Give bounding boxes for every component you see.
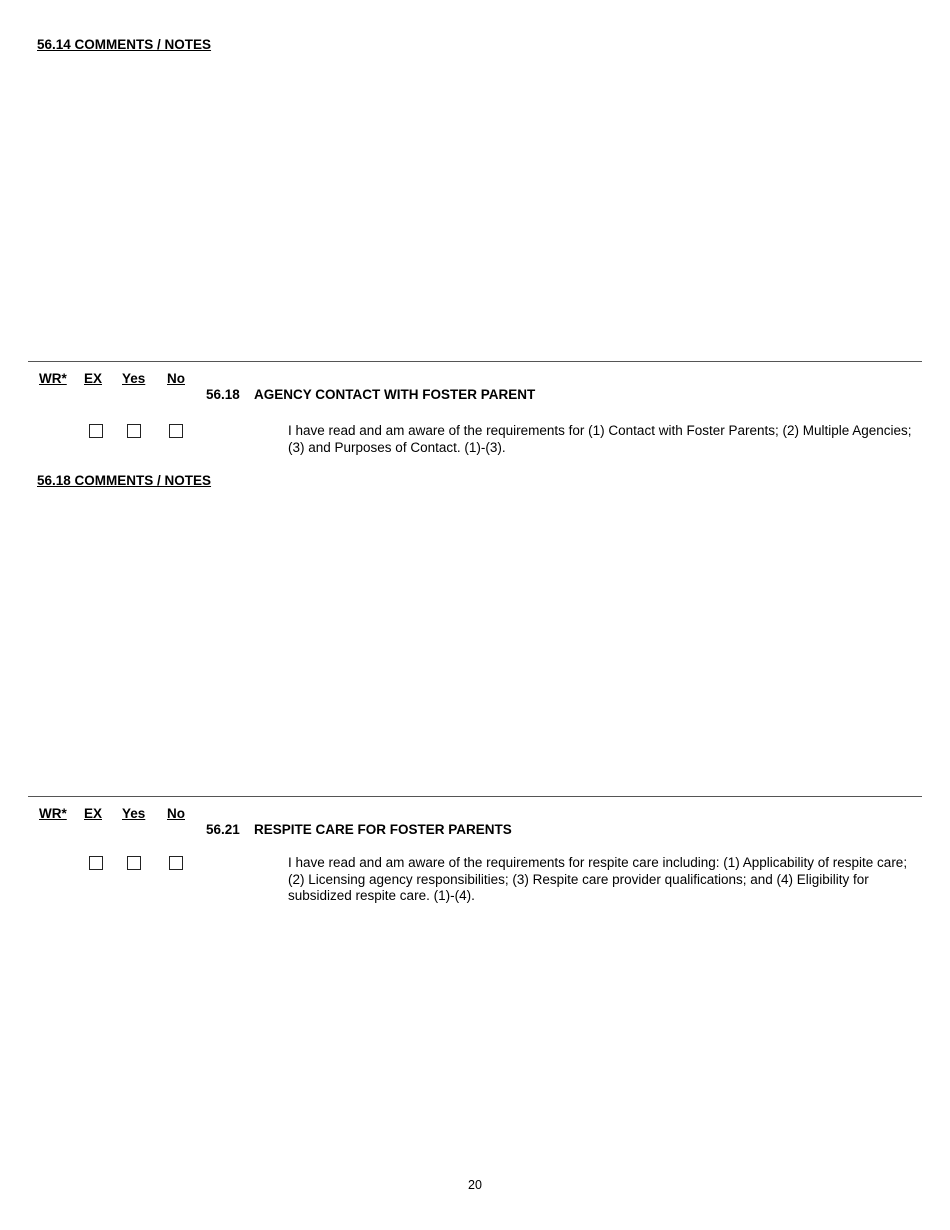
ex-checkbox[interactable] <box>89 856 103 870</box>
section-title: RESPITE CARE FOR FOSTER PARENTS <box>254 822 512 837</box>
notes-heading-56-14: 56.14 COMMENTS / NOTES <box>37 37 212 52</box>
column-header-ex: EX <box>84 806 103 821</box>
no-checkbox[interactable] <box>169 424 183 438</box>
section-title: AGENCY CONTACT WITH FOSTER PARENT <box>254 387 536 402</box>
section-number: 56.21 <box>206 822 240 837</box>
column-header-yes: Yes <box>122 806 146 821</box>
yes-checkbox[interactable] <box>127 856 141 870</box>
no-checkbox[interactable] <box>169 856 183 870</box>
column-header-no: No <box>167 371 185 386</box>
requirement-statement: I have read and am aware of the requirements for respite care including: (1) Applicability of respite care; (2) Licensing agency responsibilities; (3) Respite care provider qualifications; and (4) Eligibility for subsidized respite care. (1)-(4). <box>288 855 908 903</box>
column-header-no: No <box>167 806 185 821</box>
column-header-wr: WR* <box>39 806 67 821</box>
column-header-yes: Yes <box>122 371 146 386</box>
column-header-wr: WR* <box>39 371 67 386</box>
column-header-ex: EX <box>84 371 103 386</box>
page-number: 20 <box>468 1178 482 1192</box>
section-divider <box>28 361 922 362</box>
yes-checkbox[interactable] <box>127 424 141 438</box>
ex-checkbox[interactable] <box>89 424 103 438</box>
notes-heading-56-18: 56.18 COMMENTS / NOTES <box>37 473 212 488</box>
requirement-statement: I have read and am aware of the requirements for (1) Contact with Foster Parents; (2) Multiple Agencies; (3) and Purposes of Contact. (1)-(3). <box>288 423 912 455</box>
section-divider <box>28 796 922 797</box>
section-number: 56.18 <box>206 387 240 402</box>
